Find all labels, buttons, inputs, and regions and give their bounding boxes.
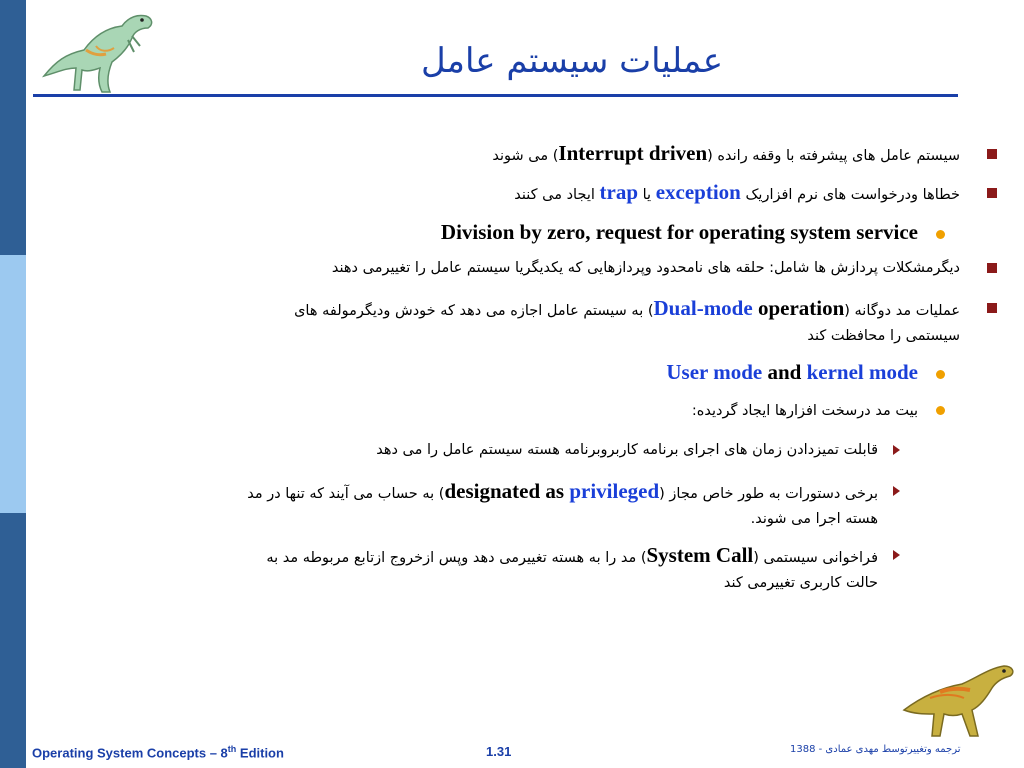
- bullet-square: [987, 263, 997, 273]
- item-text: یا: [638, 187, 656, 203]
- bullet-triangle: [893, 486, 900, 496]
- footer-text: Edition: [236, 745, 284, 761]
- left-sidebar-bar: [0, 0, 26, 768]
- item-english-term: Dual-mode: [653, 296, 753, 320]
- sidebar-band-top: [0, 0, 26, 255]
- list-item-continuation: هسته اجرا می شوند.: [750, 511, 878, 527]
- item-text: ) به سیستم عامل اجازه می دهد که خودش ودیگرمولفه های: [294, 303, 654, 319]
- item-english-term: User mode: [666, 360, 763, 384]
- item-text: ایجاد می کنند: [514, 187, 600, 203]
- page-number: 1.31: [486, 744, 512, 759]
- list-item: [666, 360, 918, 385]
- list-item: [294, 295, 960, 324]
- title-underline: [33, 94, 958, 97]
- list-item: بیت مد درسخت افزارها ایجاد گردیده:: [691, 403, 918, 419]
- bullet-dot: [936, 406, 945, 415]
- bullet-triangle: [893, 550, 900, 560]
- item-text: سیستم عامل های پیشرفته با وقفه رانده (: [707, 148, 960, 164]
- bullet-square: [987, 149, 997, 159]
- list-item: [247, 478, 878, 507]
- item-english-term: trap: [599, 180, 639, 204]
- item-text: فراخوانی سیستمی (: [753, 550, 878, 566]
- list-item: [492, 140, 960, 169]
- item-english-term: privileged: [569, 479, 660, 503]
- bullet-dot: [936, 230, 945, 239]
- list-item: دیگرمشکلات پردازش ها شامل: حلقه های نامحدود وپردازهایی که یکدیگریا سیستم عامل را تغییرمی دهند: [331, 260, 960, 276]
- list-item: قابلت تمیزدادن زمان های اجرای برنامه کاربروبرنامه هسته سیستم عامل را می دهد: [376, 442, 878, 458]
- bullet-triangle: [893, 445, 900, 455]
- list-item-continuation: سیستمی را محافظت کند: [807, 328, 960, 344]
- footer-credit: ترجمه وتغییرتوسط مهدی عمادی - 1388: [790, 744, 961, 755]
- footer-sup: th: [227, 744, 237, 754]
- item-english-term: operation: [752, 296, 845, 320]
- dinosaur-icon: [36, 6, 160, 98]
- dinosaur-icon: [900, 658, 1018, 740]
- list-item-continuation: حالت کاربری تغییرمی کند: [723, 575, 878, 591]
- list-item: Division by zero, request for operating system service: [440, 220, 918, 244]
- item-english-term: designated as: [444, 479, 570, 503]
- item-text: and: [762, 360, 807, 384]
- item-english-term: System Call: [646, 543, 754, 567]
- list-item: [266, 542, 878, 571]
- sidebar-band-middle: [0, 255, 26, 513]
- item-english-term: exception: [655, 180, 741, 204]
- slide-title: عملیات سیستم عامل: [420, 41, 723, 81]
- list-item: [514, 179, 960, 208]
- bullet-dot: [936, 370, 945, 379]
- bullet-square: [987, 303, 997, 313]
- item-text: خطاها ودرخواست های نرم افزاریک: [740, 187, 960, 203]
- item-text: ) به حساب می آیند که تنها در مد: [247, 486, 445, 502]
- item-text: ) مد را به هسته تغییرمی دهد وپس ازخروج ازتابع مربوطه مد به: [266, 550, 647, 566]
- item-text: برخی دستورات به طور خاص مجاز (: [659, 486, 878, 502]
- footer-book-title: [32, 744, 284, 760]
- sidebar-band-bottom: [0, 513, 26, 768]
- item-text: عملیات مد دوگانه (: [844, 303, 960, 319]
- item-english-term: kernel mode: [806, 360, 918, 384]
- item-english-term: Interrupt driven: [558, 141, 708, 165]
- bullet-square: [987, 188, 997, 198]
- item-text: ) می شوند: [492, 148, 559, 164]
- footer-text: Operating System Concepts – 8: [32, 745, 228, 761]
